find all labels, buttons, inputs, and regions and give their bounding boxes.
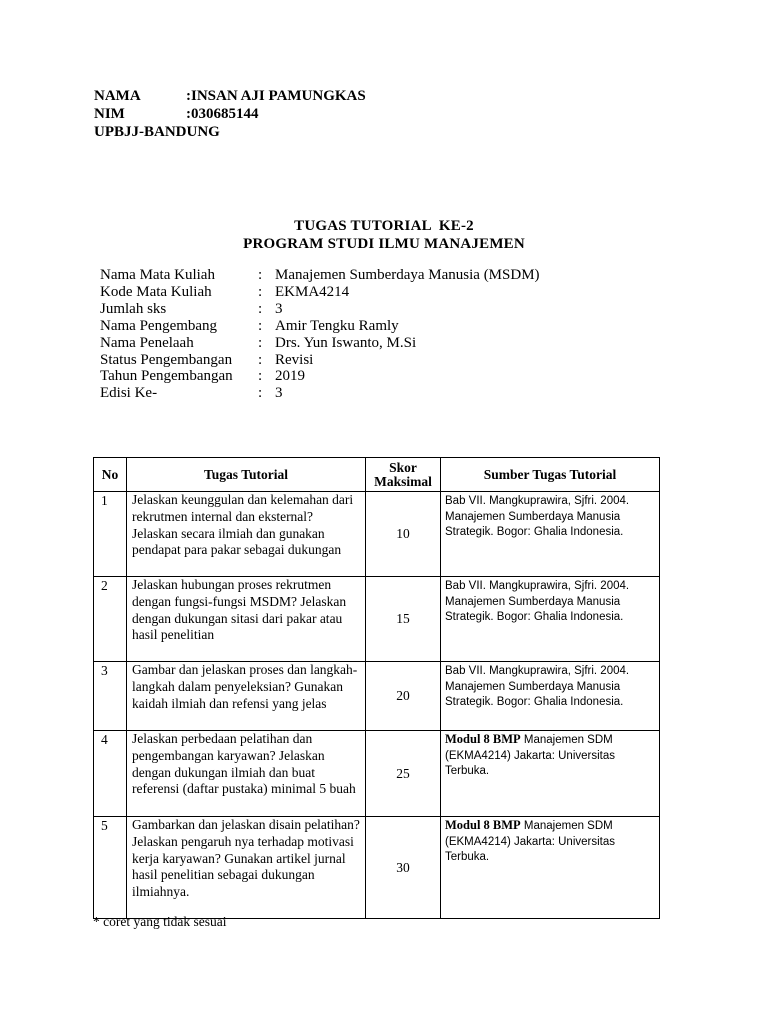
score-cell: 15 <box>366 577 441 662</box>
task-cell <box>127 577 366 662</box>
source-text: Bab VII. Mangkuprawira, Sjfri. 2004. Manajemen Sumberdaya Manusia Strategik. Bogor: Ghalia Indonesia. <box>445 665 630 708</box>
course-info-value: Drs. Yun Iswanto, M.Si <box>275 334 417 351</box>
course-info-key: Jumlah sks <box>100 300 167 317</box>
course-info-value: 2019 <box>275 368 305 385</box>
nim-value: :030685144 <box>186 106 259 122</box>
header-task: Tugas Tutorial <box>127 458 366 492</box>
header-source: Sumber Tugas Tutorial <box>441 458 660 492</box>
nim-row <box>94 105 366 123</box>
course-info-key: Nama Mata Kuliah <box>100 267 215 283</box>
task-cell <box>127 817 366 919</box>
course-info-key: Status Pengembangan <box>100 351 233 368</box>
course-info-colon: : <box>258 385 263 402</box>
title-line-2: PROGRAM STUDI ILMU MANAJEMEN <box>243 236 525 252</box>
task-text: Gambar dan jelaskan proses dan langkah-langkah dalam penyeleksian? Gunakan kaidah ilmiah dan refensi yang jelas <box>132 662 358 711</box>
row-number: 1 <box>94 492 127 577</box>
course-info <box>100 267 540 402</box>
course-info-row <box>100 335 540 352</box>
source-text: Manajemen SDM (EKMA4214) Jakarta: Universitas Terbuka. <box>445 820 616 863</box>
row-number: 3 <box>94 662 127 731</box>
score-cell: 25 <box>366 731 441 817</box>
upbjj-row <box>94 123 366 141</box>
course-info-value: Revisi <box>275 351 314 368</box>
title-line-1: TUGAS TUTORIAL KE-2 <box>294 218 474 234</box>
source-cell <box>441 577 660 662</box>
name-row <box>94 87 366 105</box>
footnote: * coret yang tidak sesuai <box>93 914 227 929</box>
course-info-value: Manajemen Sumberdaya Manusia (MSDM) <box>275 267 540 283</box>
row-number: 5 <box>94 817 127 919</box>
course-info-colon: : <box>258 351 263 368</box>
course-info-key: Nama Penelaah <box>100 334 194 351</box>
course-info-colon: : <box>258 368 263 385</box>
course-info-colon: : <box>258 267 263 283</box>
header-score-line-1: Skor <box>389 459 417 475</box>
name-value: :INSAN AJI PAMUNGKAS <box>186 88 366 104</box>
course-info-colon: : <box>258 334 263 351</box>
row-number: 4 <box>94 731 127 817</box>
name-label: NAMA <box>94 88 141 104</box>
source-text: Manajemen SDM (EKMA4214) Jakarta: Universitas Terbuka. <box>445 734 616 777</box>
table-row <box>94 662 660 731</box>
task-text: Jelaskan hubungan proses rekrutmen dengan fungsi-fungsi MSDM? Jelaskan dengan dukungan sitasi dari pakar atau hasil penelitian <box>132 577 347 643</box>
course-info-key: Tahun Pengembangan <box>100 368 233 385</box>
course-info-colon: : <box>258 300 263 317</box>
row-number: 2 <box>94 577 127 662</box>
course-info-row <box>100 284 540 301</box>
score-cell: 30 <box>366 817 441 919</box>
table-row <box>94 492 660 577</box>
source-bold-text: Modul 8 BMP <box>445 818 521 832</box>
source-cell <box>441 731 660 817</box>
table-row <box>94 731 660 817</box>
task-text: Gambarkan dan jelaskan disain pelatihan? Jelaskan pengaruh nya terhadap motivasi kerja karyawan? Gunakan artikel jurnal hasil penelitian sebagai dukungan ilmiahnya. <box>132 817 360 900</box>
task-cell <box>127 662 366 731</box>
source-text: Bab VII. Mangkuprawira, Sjfri. 2004. Manajemen Sumberdaya Manusia Strategik. Bogor: Ghalia Indonesia. <box>445 580 630 623</box>
course-info-row <box>100 368 540 385</box>
source-bold-text: Modul 8 BMP <box>445 732 521 746</box>
course-info-value: 3 <box>275 385 283 402</box>
table-header-row <box>94 458 660 492</box>
course-info-row <box>100 301 540 318</box>
course-info-key: Edisi Ke- <box>100 385 158 402</box>
course-info-row <box>100 385 540 402</box>
task-cell <box>127 731 366 817</box>
course-info-row <box>100 318 540 335</box>
student-identity <box>94 87 366 141</box>
header-no: No <box>94 458 127 492</box>
course-info-value: 3 <box>275 300 283 317</box>
course-info-colon: : <box>258 283 263 300</box>
tutorial-task-table <box>93 457 660 919</box>
course-info-key: Nama Pengembang <box>100 317 218 334</box>
nim-label: NIM <box>94 106 125 122</box>
document-title <box>0 217 768 253</box>
course-info-value: EKMA4214 <box>275 283 350 300</box>
course-info-colon: : <box>258 317 263 334</box>
source-cell <box>441 492 660 577</box>
score-cell: 10 <box>366 492 441 577</box>
task-text: Jelaskan keunggulan dan kelemahan dari rekrutmen internal dan eksternal? Jelaskan secara ilmiah dan gunakan pendapat para pakar sebagai dukungan <box>132 492 354 558</box>
course-info-row <box>100 352 540 369</box>
course-info-row <box>100 267 540 284</box>
course-info-key: Kode Mata Kuliah <box>100 283 212 300</box>
upbjj-label: UPBJJ-BANDUNG <box>94 124 220 140</box>
task-cell <box>127 492 366 577</box>
source-cell <box>441 817 660 919</box>
header-score-line-2: Maksimal <box>374 473 432 489</box>
header-score <box>366 458 441 492</box>
course-info-value: Amir Tengku Ramly <box>275 317 399 334</box>
table-row <box>94 817 660 919</box>
source-text: Bab VII. Mangkuprawira, Sjfri. 2004. Manajemen Sumberdaya Manusia Strategik. Bogor: Ghalia Indonesia. <box>445 495 630 538</box>
task-text: Jelaskan perbedaan pelatihan dan pengembangan karyawan? Jelaskan dengan dukungan ilmiah dan buat referensi (daftar pustaka) minimal 5 buah <box>132 731 356 797</box>
table-row <box>94 577 660 662</box>
score-cell: 20 <box>366 662 441 731</box>
source-cell <box>441 662 660 731</box>
